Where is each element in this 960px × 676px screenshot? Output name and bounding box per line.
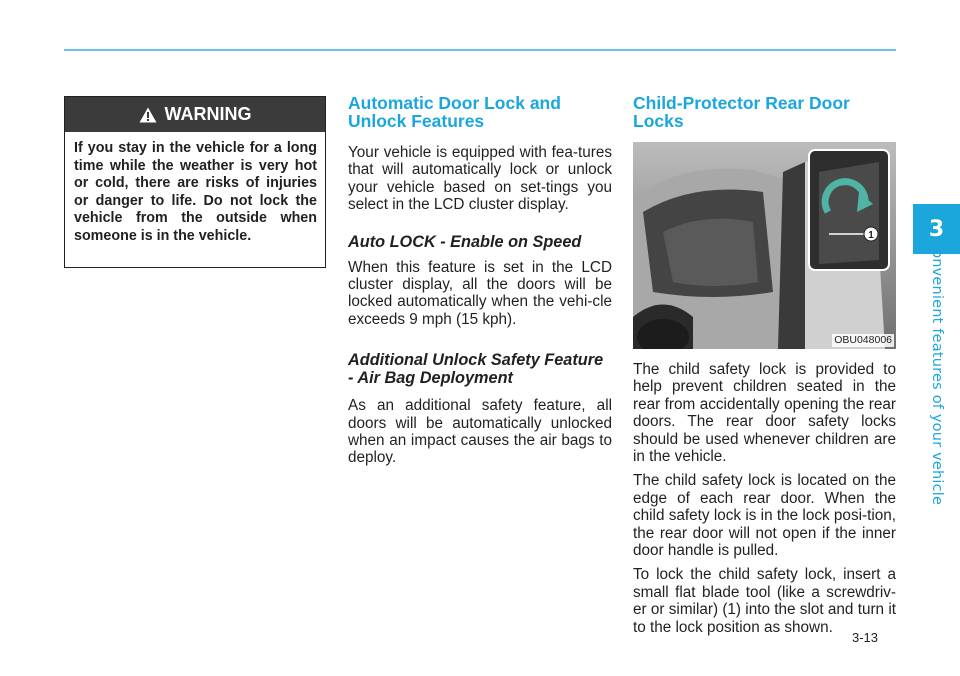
air-bag-unlock-body: As an additional safety feature, all doors will be automatically unlocked when an impact causes the air bags to deploy. [348, 397, 612, 467]
warning-triangle-icon [139, 107, 157, 123]
callout-number: 1 [868, 230, 874, 241]
side-chapter-title: Convenient features of your vehicle [929, 238, 945, 506]
image-caption: OBU048006 [834, 334, 892, 346]
section-heading-auto-lock: Automatic Door Lock and Unlock Features [348, 93, 561, 131]
warning-box [64, 96, 326, 268]
middle-column [348, 94, 612, 467]
right-column [633, 94, 896, 636]
top-rule [64, 49, 896, 51]
chapter-number: 3 [928, 216, 945, 242]
child-lock-para-2: The child safety lock is located on the edge of each rear door. When the child safety lock is in the lock posi-tion, the rear door will not open if the inner door handle is pulled. [633, 472, 896, 560]
page-number: 3-13 [852, 630, 879, 645]
subheading-air-bag-unlock: Additional Unlock Safety Feature - Air Bag Deployment [348, 351, 604, 388]
child-lock-para-3: To lock the child safety lock, insert a small flat blade tool (like a screwdriv-er or similar) (1) into the slot and turn it to the lock position as shown. [633, 566, 896, 636]
car-door-illustration [633, 142, 896, 349]
subheading-enable-on-speed: Auto LOCK - Enable on Speed [348, 232, 582, 251]
auto-lock-intro: Your vehicle is equipped with fea-tures that will automatically lock or unlock your vehicle based on set-tings you select in the LCD cluster display. [348, 144, 612, 214]
child-lock-para-1: The child safety lock is provided to help prevent children seated in the rear from accidentally opening the rear doors. The rear door safety locks should be used whenever children are in the vehicle. [633, 361, 896, 466]
section-heading-child-lock: Child-Protector Rear Door Locks [633, 93, 850, 131]
warning-body: If you stay in the vehicle for a long time while the weather is very hot or cold, there are risks of injuries or danger to life. Do not lock the vehicle from the outside when someone is in the vehicle. [74, 140, 317, 244]
warning-header [65, 97, 325, 132]
child-lock-photo [633, 142, 896, 349]
enable-on-speed-body: When this feature is set in the LCD cluster display, all the doors will be locked automatically when the vehi-cle exceeds 9 mph (15 kph). [348, 258, 612, 328]
warning-title: WARNING [164, 104, 252, 124]
